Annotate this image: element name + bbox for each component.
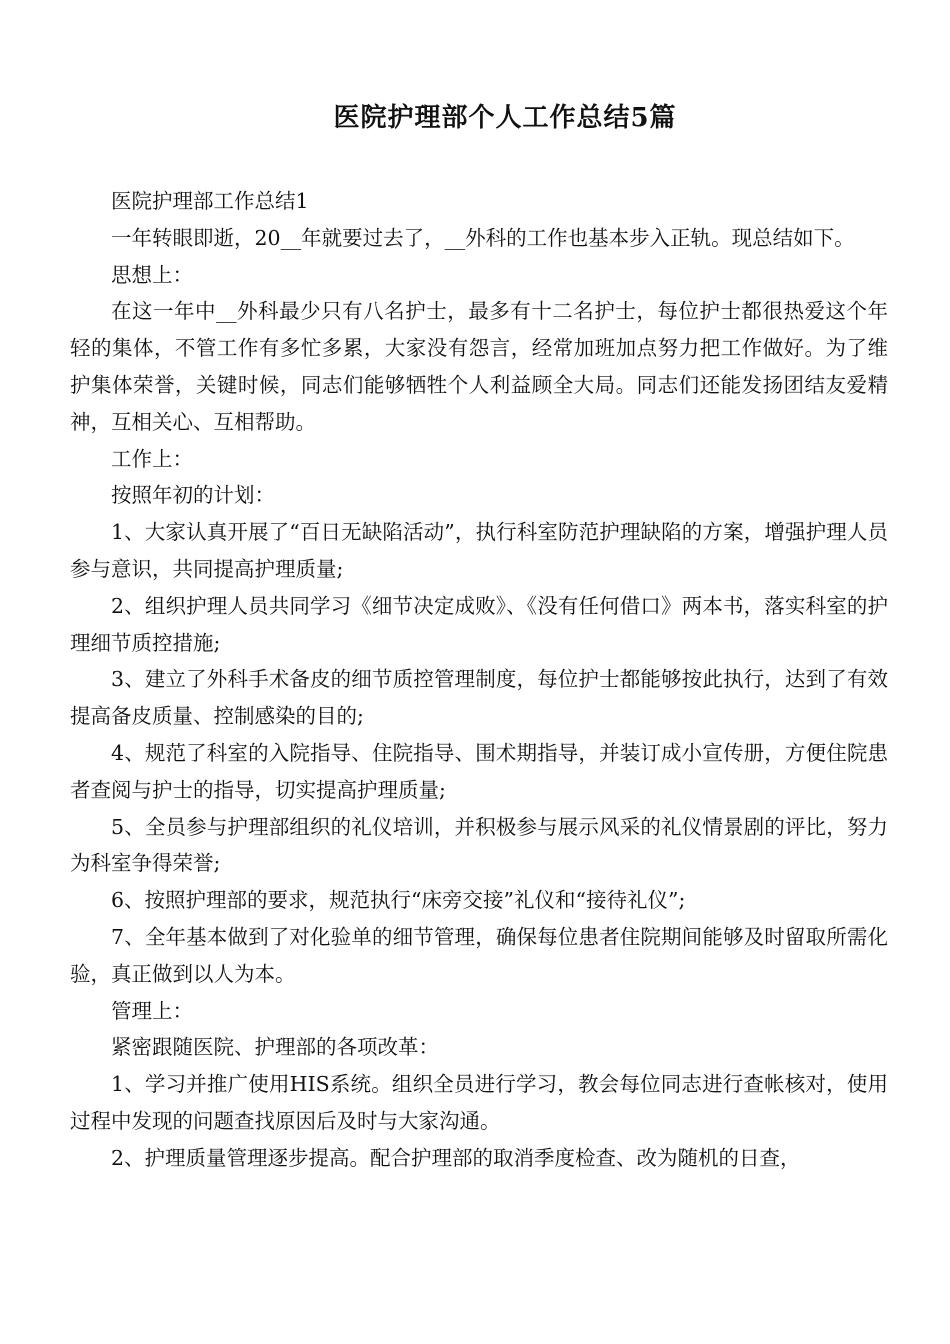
- list-item: 2、组织护理人员共同学习《细节决定成败》、《没有任何借口》两本书，落实科室的护理细节质控措施;: [70, 593, 888, 655]
- paragraph: 紧密跟随医院、护理部的各项改革：: [111, 1035, 439, 1060]
- list-item: 7、全年基本做到了对化验单的细节管理，确保每位患者住院期间能够及时留取所需化验，真正做到以人为本。: [70, 924, 888, 986]
- list-item: 2、护理质量管理逐步提高。配合护理部的取消季度检查、改为随机的日查，: [111, 1145, 801, 1170]
- list-item: 5、全员参与护理部组织的礼仪培训，并积极参与展示风采的礼仪情景剧的评比，努力为科室争得荣誉;: [70, 814, 888, 876]
- list-item: 3、建立了外科手术备皮的细节质控管理制度，每位护士都能够按此执行，达到了有效提高备皮质量、控制感染的目的;: [70, 667, 888, 729]
- list-item: 4、规范了科室的入院指导、住院指导、围术期指导，并装订成小宣传册，方便住院患者查阅与护士的指导，切实提高护理质量;: [70, 740, 888, 802]
- list-item: 1、学习并推广使用HIS系统。组织全员进行学习，教会每位同志进行查帐核对，使用过程中发现的问题查找原因后及时与大家沟通。: [70, 1072, 888, 1133]
- section-heading: 思想上：: [111, 262, 193, 287]
- paragraph: 一年转眼即逝，20__年就要过去了，__外科的工作也基本步入正轨。现总结如下。: [111, 225, 855, 250]
- document-body: [70, 183, 888, 1177]
- section-heading: 管理上：: [111, 998, 193, 1023]
- list-item: 6、按照护理部的要求，规范执行“床旁交接”礼仪和“接待礼仪”;: [111, 888, 686, 913]
- list-item: 1、大家认真开展了“百日无缺陷活动”，执行科室防范护理缺陷的方案，增强护理人员参与意识，共同提高护理质量;: [70, 520, 888, 581]
- document-title: 医院护理部个人工作总结5篇: [333, 103, 677, 133]
- section-heading: 工作上：: [111, 446, 193, 471]
- section-heading: 医院护理部工作总结1: [111, 189, 309, 213]
- paragraph: 在这一年中__外科最少只有八名护士，最多有十二名护士，每位护士都很热爱这个年轻的集体，不管工作有多忙多累，大家没有怨言，经常加班加点努力把工作做好。为了维护集体荣誉，关键时候，同志们能够牺牲个人利益顾全大局。同志们还能发扬团结友爱精神，互相关心、互相帮助。: [70, 299, 888, 434]
- paragraph: 按照年初的计划：: [111, 483, 275, 508]
